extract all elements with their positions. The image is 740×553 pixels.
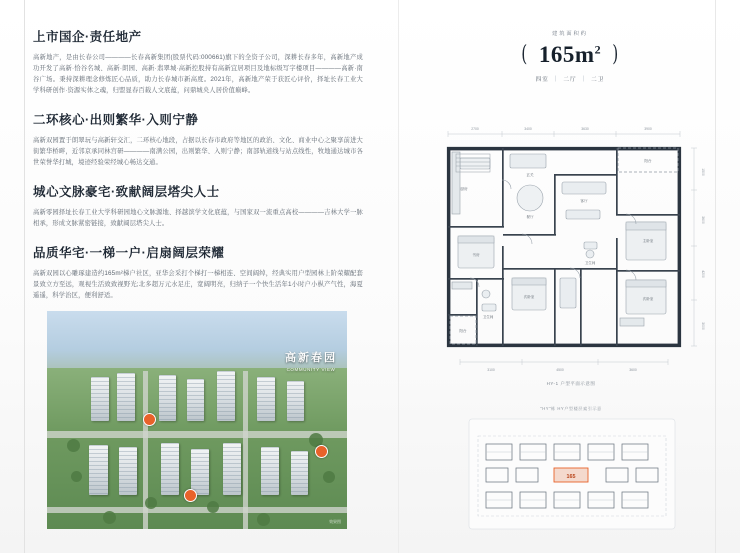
room-label: 阳台 xyxy=(459,329,467,333)
photo-badge-subtitle: COMMUNITY VIEW xyxy=(286,367,336,372)
svg-text:3900: 3900 xyxy=(644,127,652,131)
svg-text:4500: 4500 xyxy=(556,368,564,372)
photo-tree xyxy=(103,511,116,524)
section-heading: 城心文脉豪宅·致献阔层塔尖人士 xyxy=(33,185,220,200)
spec-bath: 二卫 xyxy=(591,77,605,83)
spec-divider: | xyxy=(582,76,586,82)
copy-section xyxy=(33,185,363,229)
photo-building xyxy=(257,377,275,421)
room-label: 书房 xyxy=(472,253,480,257)
copy-section xyxy=(33,246,363,301)
room-label: 次卧室 xyxy=(523,295,535,299)
brace-left-icon: ( xyxy=(521,42,528,67)
area-value: $165m^2$ xyxy=(538,42,602,67)
copy-section xyxy=(33,113,363,168)
brace-right-icon: ) xyxy=(612,42,619,67)
spec-divider: | xyxy=(554,76,558,82)
spec-bedrooms: 四室 xyxy=(535,77,549,83)
room-label: 卫生间 xyxy=(482,315,494,319)
svg-text:1500: 1500 xyxy=(701,168,705,176)
right-divider-rule xyxy=(715,0,716,553)
photo-building xyxy=(191,449,209,495)
floorplan-drawing xyxy=(430,118,712,378)
photo-tree xyxy=(145,497,157,509)
area-value-row xyxy=(430,42,710,68)
area-header xyxy=(430,30,710,83)
svg-text:3600: 3600 xyxy=(629,368,637,372)
photo-project-badge xyxy=(285,349,337,372)
area-unit-sup: 2 xyxy=(594,42,602,57)
copy-column xyxy=(33,30,363,318)
photo-tree xyxy=(71,471,82,482)
photo-credit: 效果图 xyxy=(329,519,341,524)
aerial-render-photo xyxy=(47,311,347,529)
location-marker-icon xyxy=(315,445,328,458)
section-body: 高新双园以心雕琢建造约165m²梯户社区，亚华会采打个梯打一梯相连、空间阔绰，经典实用户型园林上阶荣耀配套景致立方至远，观视生活致致视野光;北多超万元水足庄，宽阔明亮，归纳子一个快生活年1小时户小枞产气性，海夏遥遥，科学治区，便利舒适。 xyxy=(33,270,363,300)
room-label: 卫生间 xyxy=(584,261,596,265)
photo-road xyxy=(47,431,347,438)
area-label: 建筑面积约 xyxy=(552,31,588,37)
room-label: 餐厅 xyxy=(526,215,534,219)
section-heading: 二环核心·出则繁华·入则宁静 xyxy=(33,113,199,128)
section-body: 高新双园置于朗翠玩与高新轩交汇，二环核心地段，占据以长春市政府等地区的政治、文化、商业中心之聚享前进大街繁华桥畔，近邻京承同林宫研————南满公园，出则繁华、入则宁静；南部轨道线与站点线性，牧地通达城市各世荣誉华打城，境迹经验荣经城心畅达交通。 xyxy=(33,137,363,167)
photo-building xyxy=(89,445,108,495)
room-label: 次卧室 xyxy=(642,297,654,301)
photo-road xyxy=(243,371,248,529)
photo-tree xyxy=(207,501,219,513)
site-plan-caption: "HY"栋 HY户型楼层索引示意 xyxy=(540,406,602,411)
photo-tree xyxy=(257,513,270,526)
photo-building xyxy=(91,377,109,421)
room-label: 阳台 xyxy=(644,159,652,163)
left-divider-rule xyxy=(24,0,25,553)
svg-text:3100: 3100 xyxy=(487,368,495,372)
photo-building xyxy=(117,373,135,421)
floorplan-svg xyxy=(430,118,712,378)
room-spec xyxy=(430,75,710,83)
photo-building xyxy=(291,451,308,495)
copy-section xyxy=(33,30,363,96)
photo-building xyxy=(287,381,304,421)
location-marker-icon xyxy=(143,413,156,426)
section-body: 高新零园择址长春工业大学科研园地心文脉源地、择越滨学文化底蕴，与国家双一流重点高校————吉林大学一脉相承，形成文脉紧密链接，致献阔层塔尖人士。 xyxy=(33,209,363,228)
site-key-plan xyxy=(468,418,676,530)
site-plan-svg xyxy=(468,418,676,530)
photo-tree xyxy=(67,439,80,452)
section-heading: 品质华宅·一梯一户·启扇阔层荣耀 xyxy=(33,246,225,261)
svg-text:3000: 3000 xyxy=(701,322,705,330)
photo-building xyxy=(159,375,176,421)
section-heading: 上市国企·责任地产 xyxy=(33,30,142,44)
photo-badge-title: 高新春园 xyxy=(285,352,337,364)
location-marker-icon xyxy=(184,489,197,502)
room-label: 玄关 xyxy=(526,173,534,177)
photo-road xyxy=(47,507,347,513)
floorplan-caption: HY-1 户型平面示意图 xyxy=(546,381,596,386)
photo-tree xyxy=(323,471,335,483)
svg-text:4200: 4200 xyxy=(701,270,705,278)
photo-building xyxy=(223,443,241,495)
photo-building xyxy=(217,371,235,421)
photo-building xyxy=(187,379,204,421)
svg-text:3600: 3600 xyxy=(701,216,705,224)
svg-text:3630: 3630 xyxy=(581,127,589,131)
room-label: 厨房 xyxy=(460,187,468,191)
room-label: 客厅 xyxy=(580,199,588,203)
svg-text:3400: 3400 xyxy=(524,127,532,131)
center-divider-rule xyxy=(398,0,399,553)
photo-building xyxy=(161,443,179,495)
spec-living: 二厅 xyxy=(563,77,577,83)
section-body: 高新地产，是由长春公司————长春高新集团(股票代码:000661)旗下的全资子公司，深耕长春多年，高新地产成功开发了高新·恰谷名城、高新·朗园、高新·翡翠城·高新控股持有高新宜居项目及地标级写字楼项目————高新·南谷广场。秉持深耕理念修炼匠心品质，助力长春城市新高度。2021年，高新地产荣于获匠心评价，择址长春工业大学科研创作·资源实体之魂，归盟显春百载人文底蕴，问鼎城央人居价值巅峰。 xyxy=(33,54,363,95)
svg-text:165: 165 xyxy=(566,474,576,480)
room-label: 主卧室 xyxy=(642,239,654,243)
photo-building xyxy=(119,447,137,495)
svg-text:2700: 2700 xyxy=(471,127,479,131)
photo-building xyxy=(261,447,279,495)
